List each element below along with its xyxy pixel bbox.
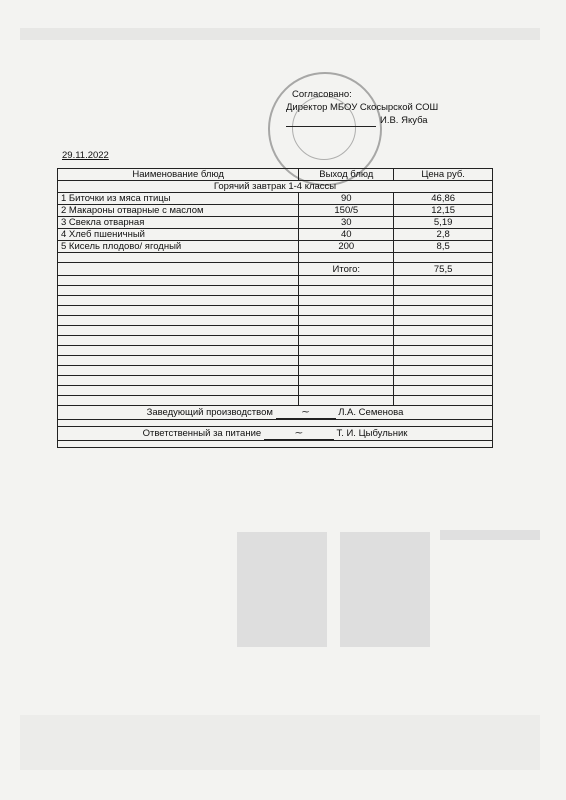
dish-output: 40 [299, 229, 394, 241]
empty-row [58, 336, 493, 346]
dish-name: 4 Хлеб пшеничный [58, 229, 299, 241]
table-row [58, 241, 493, 253]
bleed-through-line [440, 530, 540, 540]
dish-name: 3 Свекла отварная [58, 217, 299, 229]
header-price: Цена руб. [394, 169, 493, 181]
empty-row [58, 376, 493, 386]
empty-row [58, 306, 493, 316]
section-row [58, 181, 493, 193]
empty-row [58, 386, 493, 396]
table-row [58, 193, 493, 205]
total-row [58, 263, 493, 276]
production-head-name: Л.А. Семенова [338, 407, 404, 418]
document-date: 29.11.2022 [62, 150, 109, 161]
dish-price: 8,5 [394, 241, 493, 253]
bleed-through-block [340, 532, 430, 647]
responsible-name: Т. И. Цыбульник [336, 428, 408, 439]
dish-price: 12,15 [394, 205, 493, 217]
director-signature-line [286, 126, 376, 127]
empty-row [58, 366, 493, 376]
bleed-through-header [20, 28, 540, 40]
table-header-row [58, 169, 493, 181]
responsible-row [58, 427, 493, 441]
table-row [58, 229, 493, 241]
bleed-through-block [237, 532, 327, 647]
dish-output: 200 [299, 241, 394, 253]
menu-table [57, 168, 493, 448]
dish-output: 90 [299, 193, 394, 205]
empty-row [58, 253, 493, 263]
empty-row [58, 296, 493, 306]
empty-row [58, 356, 493, 366]
total-value: 75,5 [394, 263, 493, 276]
bleed-through-footer [20, 715, 540, 770]
responsible-signature: ~ [264, 427, 334, 440]
empty-row [58, 276, 493, 286]
table-row [58, 205, 493, 217]
empty-row [58, 420, 493, 427]
director-name: И.В. Якуба [380, 115, 428, 126]
empty-row [58, 346, 493, 356]
dish-price: 2,8 [394, 229, 493, 241]
header-output: Выход блюд [299, 169, 394, 181]
approval-agreed: Согласовано: [292, 89, 352, 100]
table-row [58, 217, 493, 229]
dish-output: 150/5 [299, 205, 394, 217]
header-dish-name: Наименование блюд [58, 169, 299, 181]
empty-row [58, 441, 493, 448]
dish-name: 2 Макароны отварные с маслом [58, 205, 299, 217]
dish-name: 1 Биточки из мяса птицы [58, 193, 299, 205]
approval-block [286, 88, 438, 127]
empty-row [58, 316, 493, 326]
production-head-signature: ~ [276, 406, 336, 419]
production-head-label: Заведующий производством [146, 407, 273, 418]
approval-director: Директор МБОУ Скосырской СОШ [286, 102, 439, 113]
total-label: Итого: [299, 263, 394, 276]
dish-output: 30 [299, 217, 394, 229]
empty-row [58, 286, 493, 296]
empty-row [58, 326, 493, 336]
dish-price: 46,86 [394, 193, 493, 205]
dish-price: 5,19 [394, 217, 493, 229]
dish-name: 5 Кисель плодово/ ягодный [58, 241, 299, 253]
production-head-row [58, 406, 493, 420]
responsible-label: Ответственный за питание [142, 428, 262, 439]
section-title: Горячий завтрак 1-4 классы [58, 181, 493, 193]
empty-row [58, 396, 493, 406]
